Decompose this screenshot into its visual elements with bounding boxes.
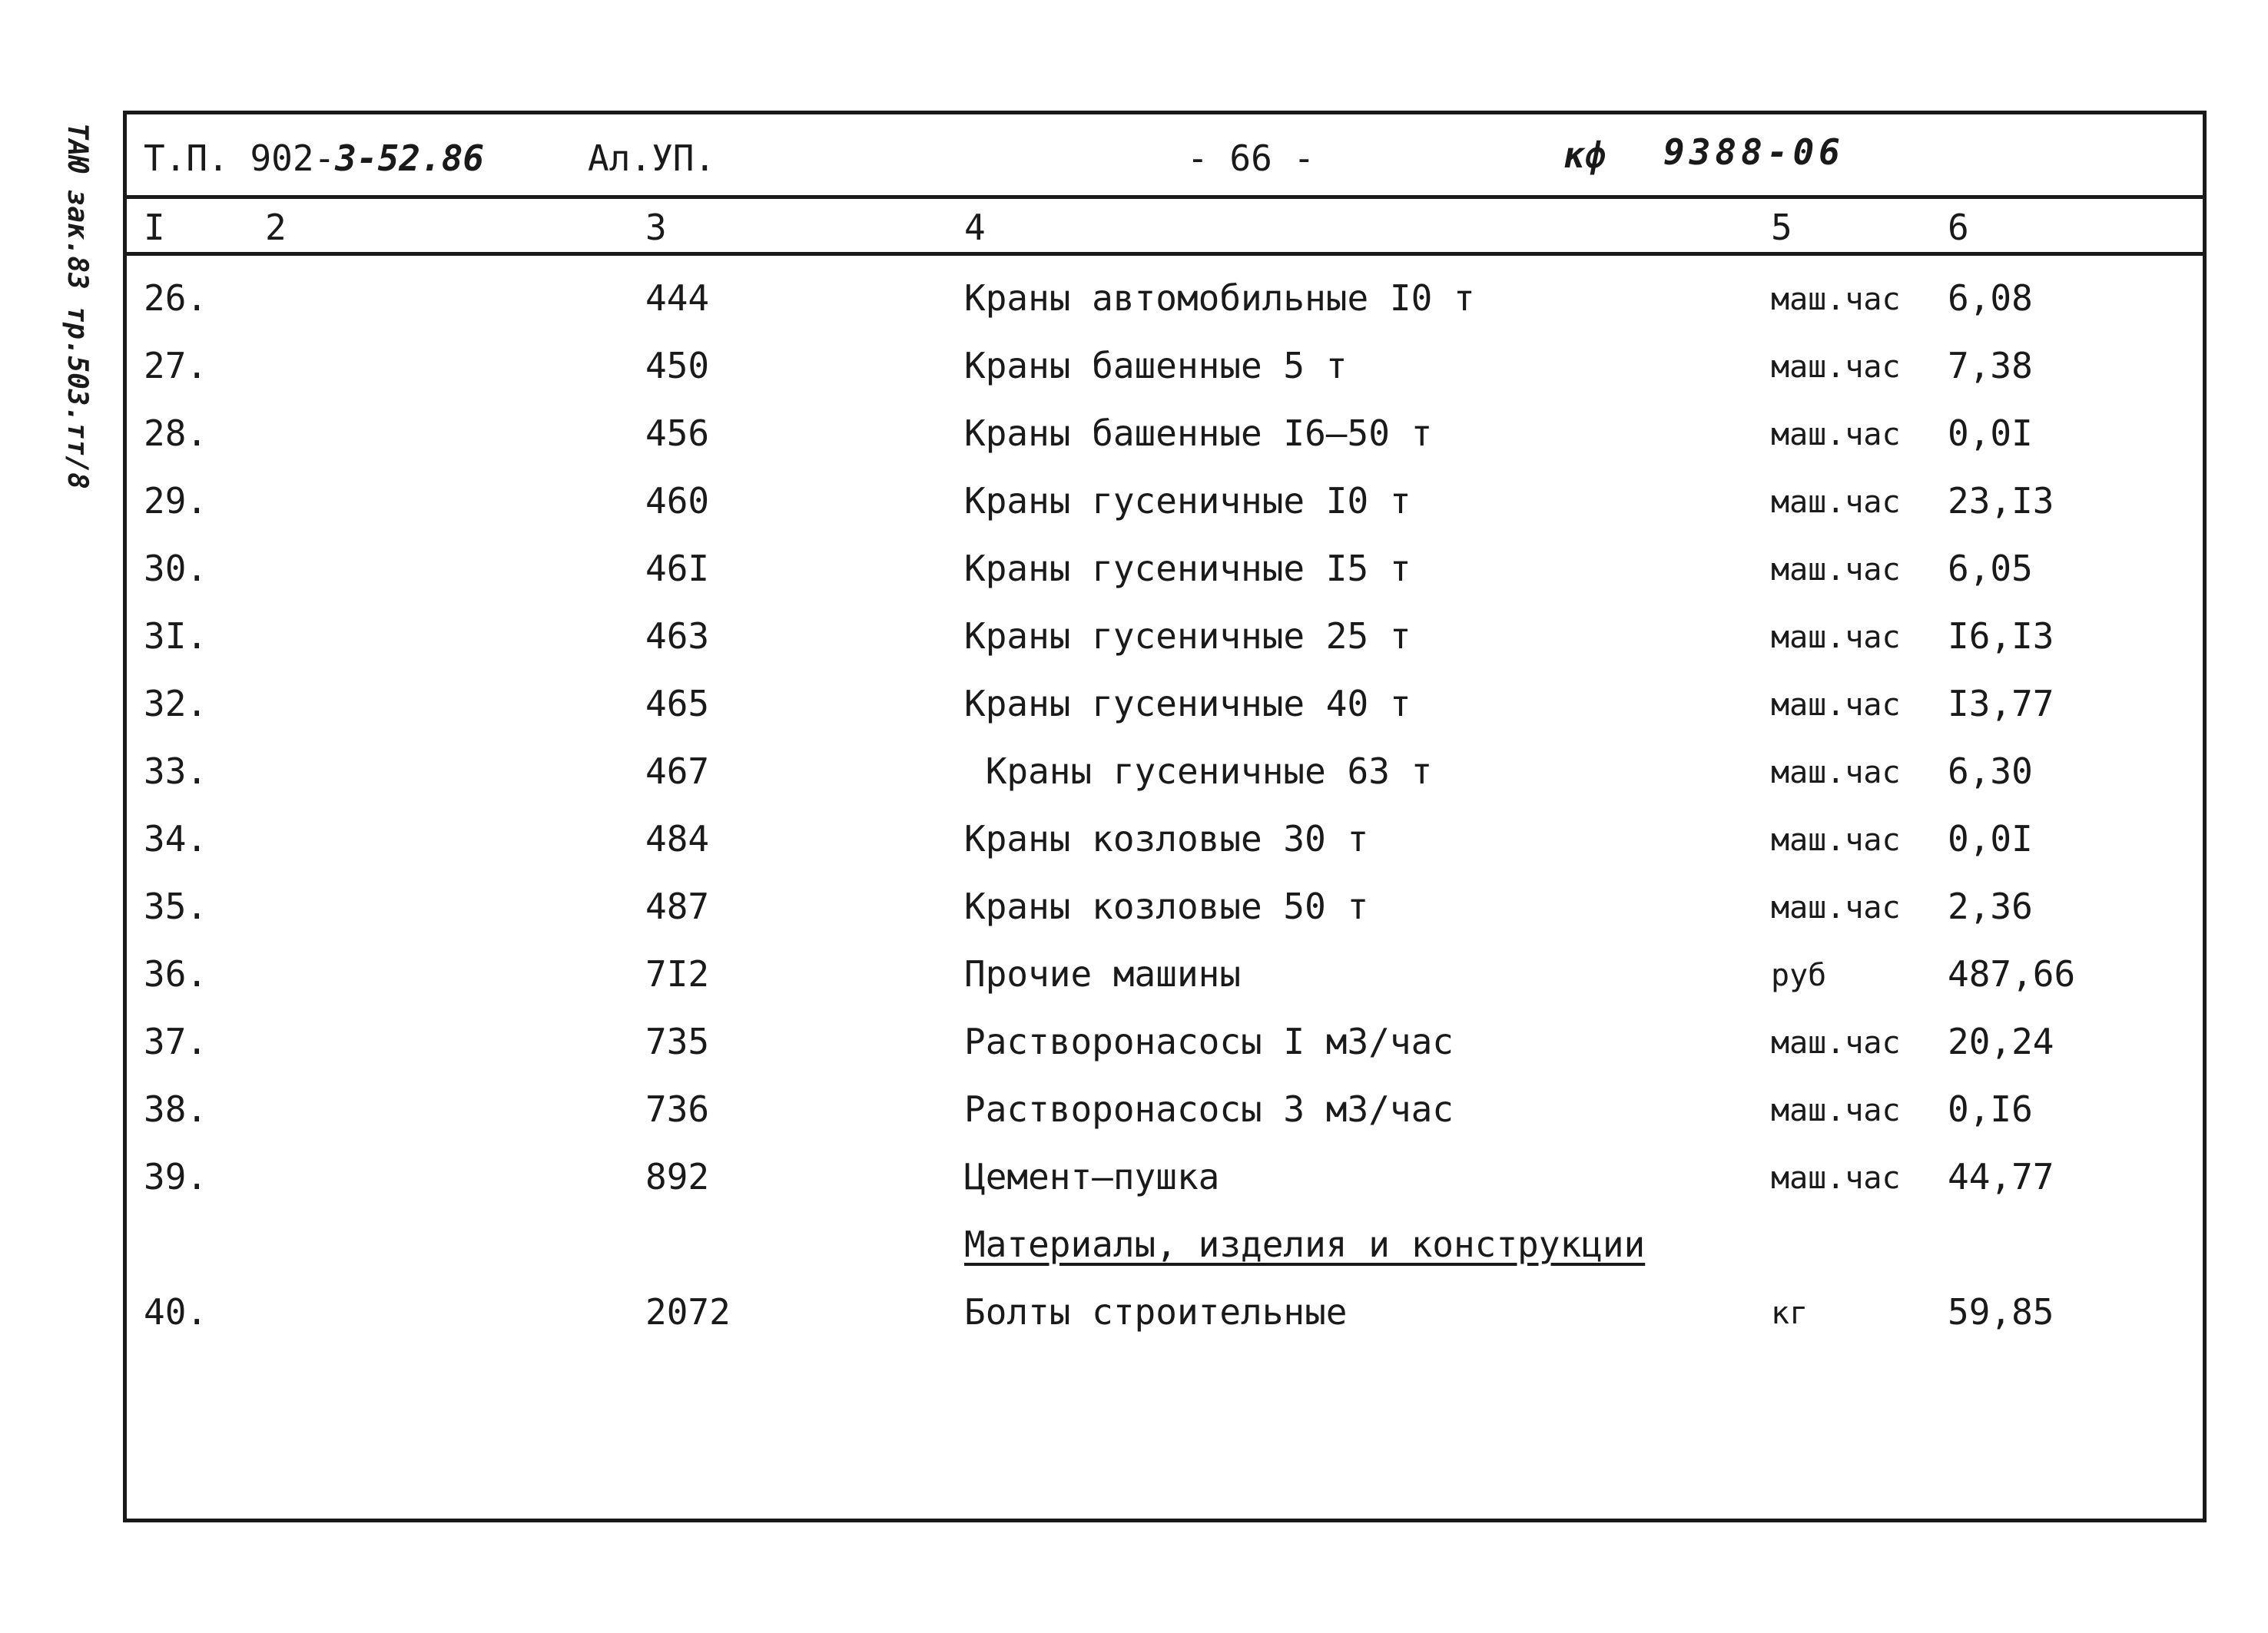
row-code: 736 bbox=[645, 1088, 710, 1130]
row-unit: маш.час bbox=[1771, 755, 1901, 790]
table-row bbox=[127, 1012, 2203, 1079]
row-code: 7I2 bbox=[645, 953, 710, 995]
row-code: 467 bbox=[645, 750, 710, 792]
column-number-1: I bbox=[144, 207, 165, 248]
row-unit: маш.час bbox=[1771, 1161, 1901, 1196]
column-number-4: 4 bbox=[964, 207, 986, 248]
column-number-row bbox=[127, 199, 2203, 256]
row-number: 40. bbox=[144, 1291, 208, 1333]
row-number: 26. bbox=[144, 277, 208, 319]
column-number-3: 3 bbox=[645, 207, 667, 248]
row-quantity: 6,08 bbox=[1948, 277, 2033, 319]
row-quantity: 20,24 bbox=[1948, 1021, 2054, 1062]
row-quantity: I6,I3 bbox=[1948, 615, 2054, 657]
row-number: 33. bbox=[144, 750, 208, 792]
row-quantity: I3,77 bbox=[1948, 683, 2054, 724]
row-name: Краны гусеничные 25 т bbox=[964, 615, 1411, 657]
row-number: 35. bbox=[144, 886, 208, 927]
row-unit: маш.час bbox=[1771, 552, 1901, 588]
row-name: Краны гусеничные 63 т bbox=[964, 750, 1433, 792]
column-number-6: 6 bbox=[1948, 207, 1969, 248]
table-row bbox=[127, 1079, 2203, 1147]
row-code: 444 bbox=[645, 277, 710, 319]
margin-note: ТАЮ зак.83 тр.503.тт/8 bbox=[61, 123, 93, 489]
table-row bbox=[127, 471, 2203, 538]
row-number: 28. bbox=[144, 412, 208, 454]
row-number: 37. bbox=[144, 1021, 208, 1062]
row-name: Краны автомобильные I0 т bbox=[964, 277, 1475, 319]
row-code: 465 bbox=[645, 683, 710, 724]
table-row bbox=[127, 606, 2203, 674]
table-row bbox=[127, 336, 2203, 403]
row-unit: маш.час bbox=[1771, 687, 1901, 723]
row-code: 456 bbox=[645, 412, 710, 454]
row-code: 460 bbox=[645, 480, 710, 522]
row-code: 463 bbox=[645, 615, 710, 657]
row-quantity: 44,77 bbox=[1948, 1156, 2054, 1197]
row-number: 3I. bbox=[144, 615, 208, 657]
row-name: Краны гусеничные I5 т bbox=[964, 548, 1411, 589]
row-code: 2072 bbox=[645, 1291, 731, 1333]
project-number-handwritten: 3-52.86 bbox=[335, 137, 485, 179]
row-number: 30. bbox=[144, 548, 208, 589]
row-quantity: 59,85 bbox=[1948, 1291, 2054, 1333]
table-row bbox=[127, 944, 2203, 1012]
row-unit: маш.час bbox=[1771, 349, 1901, 385]
table-row bbox=[127, 741, 2203, 809]
row-unit: маш.час bbox=[1771, 485, 1901, 520]
row-unit: маш.час bbox=[1771, 823, 1901, 858]
row-number: 34. bbox=[144, 818, 208, 860]
row-name: Краны башенные I6–50 т bbox=[964, 412, 1433, 454]
section-title: Материалы, изделия и конструкции bbox=[964, 1224, 1646, 1265]
row-number: 39. bbox=[144, 1156, 208, 1197]
page-number: - 66 - bbox=[1187, 137, 1315, 179]
table-row bbox=[127, 403, 2203, 471]
document-header bbox=[127, 114, 2203, 199]
row-code: 450 bbox=[645, 345, 710, 386]
row-quantity: 487,66 bbox=[1948, 953, 2076, 995]
row-unit: маш.час bbox=[1771, 282, 1901, 317]
row-code: 892 bbox=[645, 1156, 710, 1197]
row-unit: маш.час bbox=[1771, 620, 1901, 655]
table-body bbox=[127, 268, 2203, 1350]
table-row bbox=[127, 1147, 2203, 1214]
section-heading-row bbox=[127, 1214, 2203, 1282]
column-number-2: 2 bbox=[265, 207, 287, 248]
row-quantity: 7,38 bbox=[1948, 345, 2033, 386]
document-frame bbox=[123, 111, 2207, 1522]
table-row bbox=[127, 268, 2203, 336]
row-quantity: 6,05 bbox=[1948, 548, 2033, 589]
column-number-5: 5 bbox=[1771, 207, 1792, 248]
table-row bbox=[127, 674, 2203, 741]
code-prefix: кф bbox=[1563, 134, 1606, 176]
row-code: 487 bbox=[645, 886, 710, 927]
table-row bbox=[127, 809, 2203, 876]
project-label-prefix: Т.П. 902- bbox=[144, 137, 336, 179]
row-quantity: 2,36 bbox=[1948, 886, 2033, 927]
row-number: 29. bbox=[144, 480, 208, 522]
row-name: Цемент–пушка bbox=[964, 1156, 1220, 1197]
table-row bbox=[127, 1282, 2203, 1350]
row-quantity: 0,0I bbox=[1948, 412, 2033, 454]
row-unit: маш.час bbox=[1771, 417, 1901, 452]
row-name: Растворонасосы 3 м3/час bbox=[964, 1088, 1454, 1130]
row-name: Растворонасосы I м3/час bbox=[964, 1021, 1454, 1062]
document-code: 9388-06 bbox=[1663, 131, 1845, 173]
row-number: 27. bbox=[144, 345, 208, 386]
row-number: 38. bbox=[144, 1088, 208, 1130]
row-quantity: 0,I6 bbox=[1948, 1088, 2033, 1130]
row-quantity: 23,I3 bbox=[1948, 480, 2054, 522]
row-unit: маш.час bbox=[1771, 1025, 1901, 1061]
row-quantity: 6,30 bbox=[1948, 750, 2033, 792]
row-unit: кг bbox=[1771, 1296, 1809, 1331]
row-name: Болты строительные bbox=[964, 1291, 1348, 1333]
row-unit: маш.час bbox=[1771, 890, 1901, 926]
row-name: Краны козловые 50 т bbox=[964, 886, 1369, 927]
row-name: Краны башенные 5 т bbox=[964, 345, 1348, 386]
table-row bbox=[127, 876, 2203, 944]
row-code: 46I bbox=[645, 548, 710, 589]
row-name: Краны козловые 30 т bbox=[964, 818, 1369, 860]
row-unit: маш.час bbox=[1771, 1093, 1901, 1128]
row-code: 484 bbox=[645, 818, 710, 860]
row-name: Краны гусеничные 40 т bbox=[964, 683, 1411, 724]
project-label bbox=[144, 137, 484, 179]
row-quantity: 0,0I bbox=[1948, 818, 2033, 860]
row-code: 735 bbox=[645, 1021, 710, 1062]
table-row bbox=[127, 538, 2203, 606]
row-number: 32. bbox=[144, 683, 208, 724]
row-name: Прочие машины bbox=[964, 953, 1242, 995]
row-unit: руб bbox=[1771, 958, 1827, 993]
row-name: Краны гусеничные I0 т bbox=[964, 480, 1411, 522]
album-label: Ал.УП. bbox=[588, 137, 716, 179]
row-number: 36. bbox=[144, 953, 208, 995]
